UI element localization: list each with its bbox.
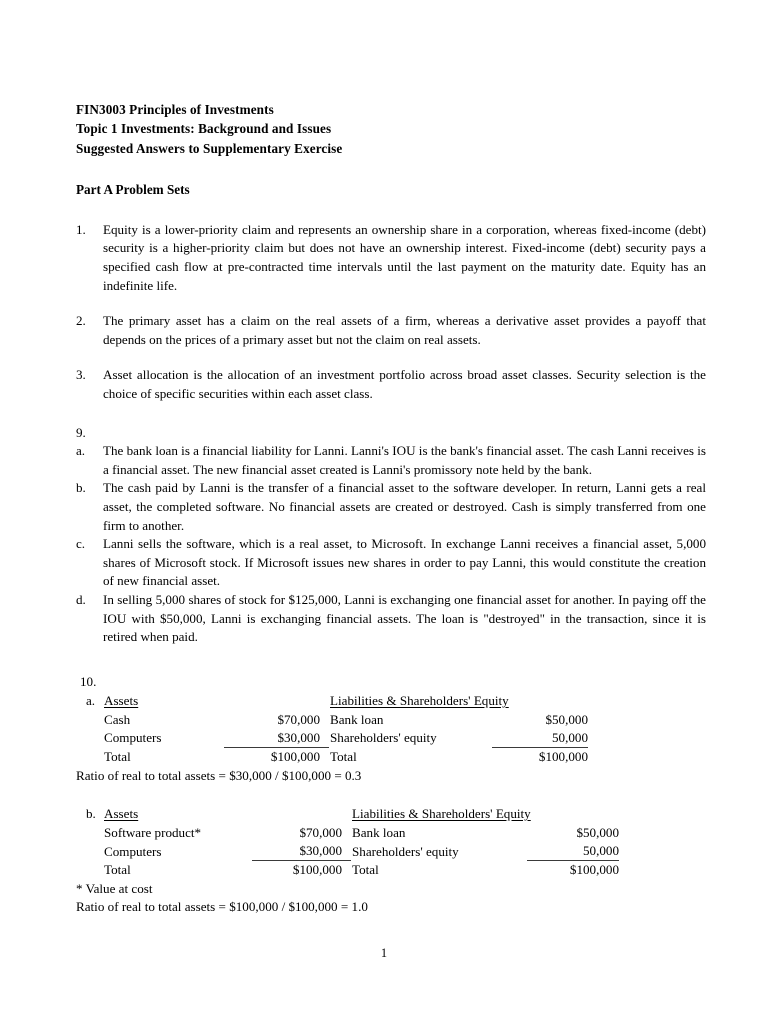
balance-sheet-a [76, 692, 706, 767]
problem-marker: 1. [76, 221, 86, 237]
table-gap [76, 785, 706, 804]
problem-item [76, 221, 706, 295]
asset-amount: $30,000 [299, 843, 342, 859]
asset-total-amount: $100,000 [224, 748, 329, 767]
table-row [104, 711, 588, 729]
problem-marker: 2. [76, 313, 86, 329]
assets-header: Assets [104, 693, 139, 709]
problem-10-marker: 10. [80, 673, 97, 689]
problem-text: Equity is a lower-priority claim and represents an ownership share in a corporation, whereas fixed-income (debt) security is a higher-priority claim but does not have an ownership interest. Fixed-income (debt) security pays a specified cash flow at pre-contracted time intervals until the last payment on the maturity date. Equity has an indefinite life. [103, 221, 706, 293]
balance-sheet-table-b [104, 805, 619, 880]
asset-total-label: Total [104, 749, 131, 765]
liability-label: Shareholders' equity [330, 730, 437, 746]
asset-label: Cash [104, 711, 131, 727]
document-body [76, 100, 706, 917]
table-total-row [104, 748, 588, 767]
problem-9-part [76, 442, 706, 479]
problem-10 [76, 673, 706, 917]
liability-label: Bank loan [352, 824, 406, 840]
part-marker: c. [76, 536, 86, 552]
liability-total-amount: $100,000 [527, 861, 619, 880]
balance-sheet-table-a [104, 692, 588, 767]
liability-total-label: Total [352, 862, 379, 878]
header-line-course: FIN3003 Principles of Investments [76, 102, 274, 117]
asset-label: Software product* [104, 824, 202, 840]
part-marker: a. [86, 693, 96, 709]
spacer-cell [252, 805, 351, 823]
liabilities-header: Liabilities & Shareholders' Equity [330, 693, 509, 709]
problem-9-part [76, 479, 706, 535]
table-row [104, 729, 588, 748]
header-line-topic: Topic 1 Investments: Background and Issues [76, 121, 332, 137]
problem-item [76, 312, 706, 349]
part-text: The cash paid by Lanni is the transfer of a financial asset to the software developer. In return, Lanni gets a real asset, the completed software. No financial assets are created or destroyed. Cash is simply transferred from one firm to another. [103, 480, 706, 533]
part-text: The bank loan is a financial liability for Lanni. Lanni's IOU is the bank's financial asset. The cash Lanni receives is a financial asset. The new financial asset created is Lanni's promissory note held by the bank. [103, 443, 706, 477]
liability-amount: $50,000 [576, 824, 619, 840]
page-number: 1 [380, 946, 388, 960]
liability-amount: 50,000 [551, 729, 588, 745]
header-line-subtitle: Suggested Answers to Supplementary Exercise [76, 140, 343, 156]
asset-amount: $30,000 [277, 729, 320, 745]
liability-total-amount: $100,000 [492, 748, 588, 767]
table-row [104, 824, 619, 842]
asset-label: Computers [104, 843, 162, 859]
part-marker: b. [76, 480, 86, 496]
part-marker: b. [86, 806, 96, 822]
problem-9-part [76, 535, 706, 591]
balance-sheet-b [76, 805, 706, 880]
problem-9-part [76, 591, 706, 647]
ratio-line-b: Ratio of real to total assets = $100,000 / $100,000 = 1.0 [76, 899, 368, 915]
table-row [104, 842, 619, 861]
asset-label: Computers [104, 730, 162, 746]
spacer-cell [224, 692, 329, 710]
problem-9-marker: 9. [76, 424, 86, 440]
liabilities-header: Liabilities & Shareholders' Equity [352, 806, 531, 822]
part-marker: d. [76, 591, 86, 607]
asset-total-amount: $100,000 [252, 861, 351, 880]
assets-header: Assets [104, 806, 139, 822]
part-text: Lanni sells the software, which is a real asset, to Microsoft. In exchange Lanni receives a financial asset, 5,000 shares of Microsoft stock. If Microsoft issues new shares in order to pay Lanni, this would constitute the creation of new financial asset. [103, 536, 706, 589]
ratio-line-a: Ratio of real to total assets = $30,000 / $100,000 = 0.3 [76, 767, 362, 783]
problem-item [76, 366, 706, 403]
document-header [76, 100, 706, 158]
footnote-value-at-cost: * Value at cost [76, 880, 153, 896]
asset-amount: $70,000 [299, 824, 342, 840]
problem-list [76, 221, 706, 404]
liability-amount: $50,000 [545, 711, 588, 727]
asset-total-label: Total [104, 862, 131, 878]
table-total-row [104, 861, 619, 880]
problem-marker: 3. [76, 367, 86, 383]
problem-text: Asset allocation is the allocation of an investment portfolio across broad asset classes. Security selection is the choice of specific securities within each asset class. [103, 367, 706, 402]
part-marker: a. [76, 443, 86, 459]
table-header-row [104, 692, 588, 710]
problem-9-parts [76, 442, 706, 647]
liability-label: Shareholders' equity [352, 843, 459, 859]
liability-amount: 50,000 [582, 843, 619, 859]
problem-text: The primary asset has a claim on the real assets of a firm, whereas a derivative asset provides a payoff that depends on the prices of a primary asset but not the claim on real assets. [103, 313, 706, 347]
liability-label: Bank loan [330, 711, 384, 727]
part-a-heading: Part A Problem Sets [76, 181, 190, 197]
liability-total-label: Total [330, 749, 357, 765]
part-text: In selling 5,000 shares of stock for $125,000, Lanni is exchanging one financial asset for another. In paying off the IOU with $50,000, Lanni is exchanging financial assets. The loan is "destroyed" in the transaction, since it is retired when paid. [103, 591, 706, 645]
asset-amount: $70,000 [277, 711, 320, 727]
table-header-row [104, 805, 619, 823]
